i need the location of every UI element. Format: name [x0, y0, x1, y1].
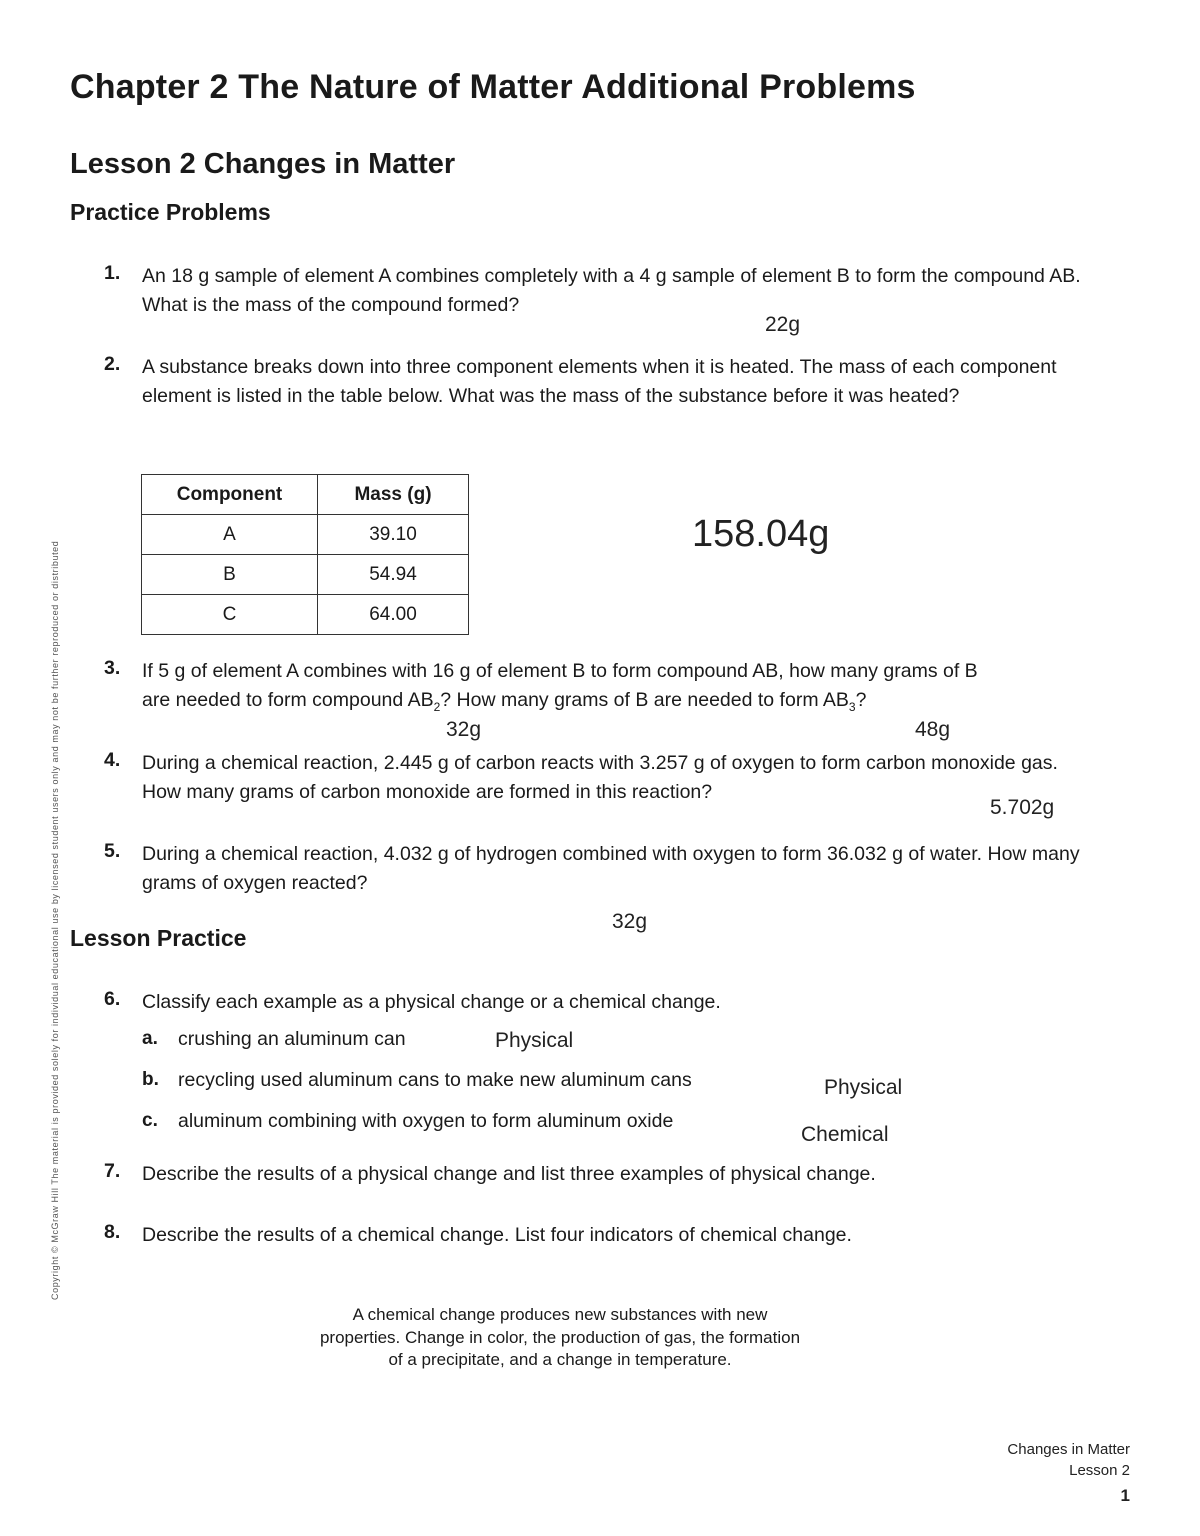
answer-text: 48g: [915, 718, 951, 741]
question-number: 5.: [104, 840, 121, 862]
answer-text: 22g: [765, 313, 801, 336]
item-letter: c.: [142, 1110, 158, 1131]
subscript: 3: [848, 700, 856, 714]
table-cell: A: [142, 515, 318, 555]
answer-text: 5.702g: [990, 796, 1055, 819]
table-header-cell: Mass (g): [318, 475, 469, 515]
subscript: 2: [433, 700, 441, 714]
footer-lesson-number: Lesson 2: [1069, 1462, 1130, 1479]
question-number: 4.: [104, 749, 121, 771]
question-number: 2.: [104, 353, 121, 375]
answer-line: properties. Change in color, the production of gas, the formation: [319, 1327, 801, 1347]
table-header-cell: Component: [142, 475, 318, 515]
answer-text: 32g: [612, 910, 648, 933]
table-row: [142, 555, 469, 595]
question-segment: ? How many grams of B are needed to form AB: [440, 689, 849, 711]
question-text: [142, 657, 1122, 715]
table-cell: 54.94: [318, 555, 469, 595]
answer-line: A chemical change produces new substances with new: [352, 1305, 768, 1324]
answer-text: Chemical: [801, 1123, 889, 1146]
question-text: Classify each example as a physical change or a chemical change.: [142, 991, 721, 1013]
question-text: Describe the results of a chemical change. List four indicators of chemical change.: [142, 1224, 852, 1246]
page-title: Chapter 2 The Nature of Matter Additional Problems: [70, 68, 916, 106]
lesson-title: Lesson 2 Changes in Matter: [70, 148, 456, 180]
item-text: aluminum combining with oxygen to form aluminum oxide: [178, 1110, 674, 1132]
lesson-practice-heading: Lesson Practice: [70, 925, 247, 951]
item-text: crushing an aluminum can: [178, 1028, 406, 1050]
answer-text: Physical: [495, 1029, 574, 1052]
table-row: [142, 515, 469, 555]
question-text: A substance breaks down into three component elements when it is heated. The mass of each component element is listed in the table below. What was the mass of the substance before it was heated?: [142, 356, 1057, 407]
item-letter: b.: [142, 1069, 159, 1090]
question-segment: ?: [855, 689, 867, 711]
question-line: [142, 686, 1122, 715]
item-letter: a.: [142, 1028, 158, 1049]
table-cell: 39.10: [318, 515, 469, 555]
table-cell: B: [142, 555, 318, 595]
question-text: Describe the results of a physical change and list three examples of physical change.: [142, 1163, 876, 1185]
practice-heading: Practice Problems: [70, 199, 271, 225]
item-text: recycling used aluminum cans to make new aluminum cans: [178, 1069, 692, 1091]
answer-paragraph: [270, 1304, 850, 1372]
table-cell: 64.00: [318, 595, 469, 635]
question-number: 1.: [104, 262, 121, 284]
question-text: During a chemical reaction, 4.032 g of hydrogen combined with oxygen to form 36.032 g of water. How many grams of oxygen reacted?: [142, 843, 1080, 894]
question-number: 8.: [104, 1221, 121, 1243]
page-number: 1: [1120, 1486, 1130, 1505]
table-row: [142, 595, 469, 635]
table-cell: C: [142, 595, 318, 635]
question-text: An 18 g sample of element A combines completely with a 4 g sample of element B to form the compound AB. What is the mass of the compound formed?: [142, 265, 1081, 316]
question-number: 7.: [104, 1160, 121, 1182]
answer-line: of a precipitate, and a change in temperature.: [388, 1350, 732, 1369]
table-header-row: [142, 475, 469, 515]
mass-table: [141, 474, 469, 635]
answer-text: Physical: [824, 1076, 903, 1099]
question-segment: are needed to form compound AB: [142, 689, 434, 711]
copyright-notice: Copyright © McGraw Hill The material is provided solely for individual educational use by licensed student users only and may not be further reproduced or distributed: [50, 540, 60, 1300]
question-text: During a chemical reaction, 2.445 g of carbon reacts with 3.257 g of oxygen to form carbon monoxide gas. How many grams of carbon monoxide are formed in this reaction?: [142, 752, 1058, 803]
footer-lesson-name: Changes in Matter: [1007, 1441, 1130, 1458]
question-line: If 5 g of element A combines with 16 g of element B to form compound AB, how many grams of B: [142, 660, 978, 682]
answer-text: 32g: [446, 718, 482, 741]
answer-text: 158.04g: [692, 513, 830, 555]
question-number: 3.: [104, 657, 121, 679]
question-number: 6.: [104, 988, 121, 1010]
